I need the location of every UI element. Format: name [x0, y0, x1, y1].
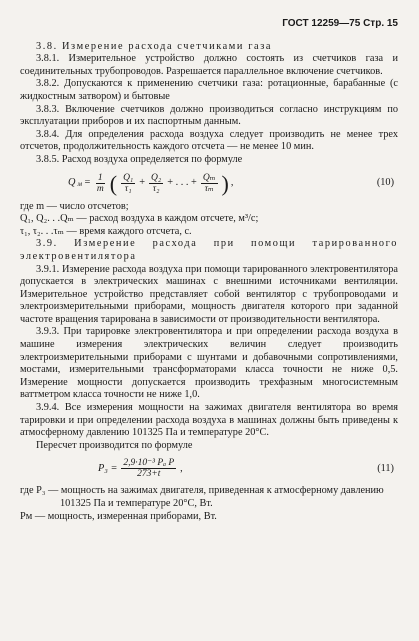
formula-11-definitions	[20, 485, 398, 523]
page-header: ГОСТ 12259—75 Стр. 15	[282, 18, 398, 29]
para-3-8-5: 3.8.5. Расход воздуха определяется по формуле	[36, 153, 243, 165]
para-3-9-3: 3.9.3. При тарировке электровентилятора и при определении расхода воздуха в машине измерения электрических величин следует производить электроизмерительными приборами с шунтами и добавочными сопротивлениями, мостами, измерительными трансформаторами класса точности не ниже 0,5. Измерение мощности допускается производить трехфазным многосистемным ваттметром класса точности не ниже 1,0.	[20, 326, 398, 401]
formula-10-term-1: $\frac{\text{Q₁}}{\text{τ₁}}$	[123, 173, 134, 195]
formula-10-eq: =	[83, 177, 91, 189]
def-pm: Pм — мощность, измеренная приборами, Вт.	[20, 510, 217, 522]
formula-11-fraction: $\frac{\text{2,9·10⁻³ Pₐ P}}{273+t}$	[123, 458, 175, 480]
formula-10: Q м = $\frac{1}{m}$ ( $\frac{\text{Q₁}}{\text{τ₁}}$ + $\frac{\text{Q₂}}{\text{τ₂}}$ + . . . + $\frac{\text{Qₘ}}{\text{τₘ}}$ ) , (10)	[68, 170, 394, 196]
para-3-9-4: 3.9.4. Все измерения мощности на зажимах двигателя вентилятора во время тарировки и при определении расхода воздуха в машинах должны быть приведены к атмосферному давлению 101325 Па и температуре 20°С.	[20, 402, 398, 439]
formula-10-rparen: )	[221, 170, 229, 196]
document-page	[20, 18, 398, 523]
para-recalc: Пересчет производится по формуле	[36, 439, 193, 451]
para-3-8-1: 3.8.1. Измерительное устройство должно состоять из счетчиков газа и соединительных трубопроводов. Разрешается параллельное включение счетчиков.	[20, 53, 398, 77]
formula-10-term-2: $\frac{\text{Q₂}}{\text{τ₂}}$	[151, 173, 162, 195]
formula-10-definitions	[20, 201, 398, 239]
def-tau: τ₁, τ₂. . .τₘ — время каждого отсчета, с.	[20, 225, 192, 237]
formula-11-lhs: P₃ =	[98, 462, 118, 474]
formula-10-lhs: Q	[68, 177, 76, 189]
para-3-8-2: 3.8.2. Допускаются к применению счетчики газа: ротационные, барабанные (с жидкостным затвором) и бытовые	[20, 78, 398, 102]
formula-11: P₃ = $\frac{\text{2,9·10⁻³ Pₐ P}}{273+t}$ , (11)	[98, 458, 394, 480]
para-3-8-3: 3.8.3. Включение счетчиков должно производиться согласно инструкциям по эксплуатации приборов и их паспортным данным.	[20, 103, 398, 128]
formula-10-term-m: $\frac{\text{Qₘ}}{\text{τₘ}}$	[202, 173, 216, 195]
def-q: Q₁, Q₂. . .Qₘ — расход воздуха в каждом отсчете, м³/с;	[20, 213, 259, 225]
formula-11-number: (11)	[377, 462, 394, 474]
para-3-8-4: 3.8.4. Для определения расхода воздуха следует производить не менее трех отсчетов, продолжительность каждого отсчета — не менее 10 мин.	[20, 128, 398, 153]
section-3-8-title: 3.8. Измерение расхода счетчиками газа	[36, 40, 273, 52]
formula-10-number: (10)	[376, 177, 394, 189]
def-p3: где P₃ — мощность на зажимах двигателя, приведенная к атмосферному давлению 101325 Па и температуре 20°С, Вт.	[20, 485, 384, 509]
def-m: где m — число отсчетов;	[20, 200, 129, 212]
formula-10-lparen: (	[109, 170, 118, 196]
formula-10-inverse-m: $\frac{1}{m}$	[96, 173, 104, 195]
section-3-9-title: 3.9. Измерение расхода при помощи тарированного электровентилятора	[20, 238, 398, 262]
para-3-9-1: 3.9.1. Измерение расхода воздуха при помощи тарированного электровентилятора допускается в электрических машинах с внешними источниками вентиляции. Измерительное устройство представляет собой вентилятор с трубопроводами и электроизмерительными приборами, мощность двигателя которого при заданной частоте вращения тарирована в зависимости от производительности вентилятора.	[20, 263, 398, 325]
